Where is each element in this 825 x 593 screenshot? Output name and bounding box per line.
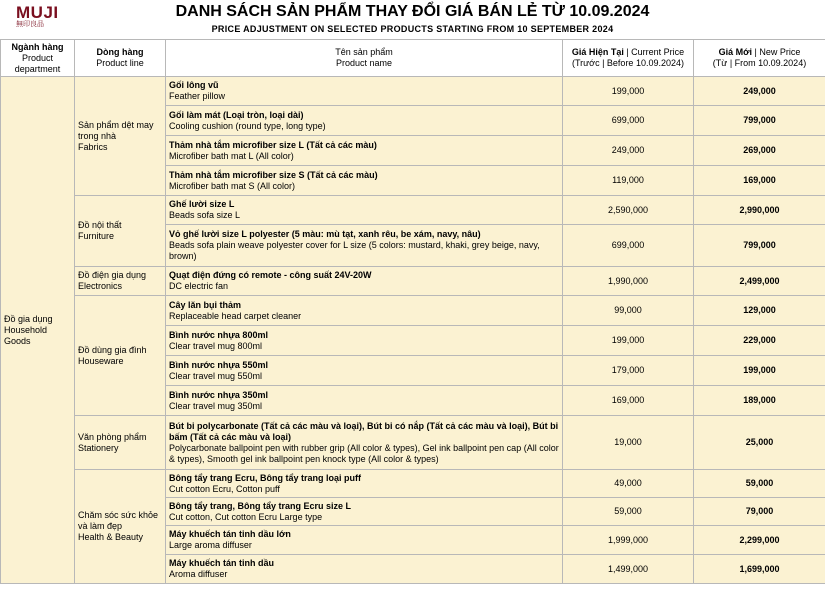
current-price: 1,999,000 — [563, 526, 694, 555]
new-price: 269,000 — [694, 136, 825, 166]
logo-text: MUJI — [16, 3, 59, 22]
current-price: 199,000 — [563, 77, 694, 106]
page-subtitle: PRICE ADJUSTMENT ON SELECTED PRODUCTS STARTING FROM 10 SEPTEMBER 2024 — [211, 24, 614, 34]
header-new-sub: (Từ | From 10.09.2024) — [712, 58, 807, 68]
new-price: 25,000 — [694, 416, 825, 470]
product-name-vn: Bình nước nhựa 800ml — [169, 329, 268, 340]
product-name-vn: Máy khuếch tán tinh dầu lớn — [169, 529, 291, 539]
header-current-sub: (Trước | Before 10.09.2024) — [572, 58, 684, 68]
header-line — [75, 40, 166, 77]
product-cell — [166, 267, 563, 296]
new-price: 799,000 — [694, 106, 825, 136]
current-price: 119,000 — [563, 166, 694, 196]
product-name-vn: Bình nước nhựa 350ml — [169, 389, 268, 400]
new-price: 2,299,000 — [694, 526, 825, 555]
product-name-vn: Bút bi polycarbonate (Tất cả các màu và loại), Bút bi có nắp (Tất cả các màu và loại), Bút bi bấm (Tất cả các màu và loại) — [169, 420, 559, 442]
new-price: 129,000 — [694, 296, 825, 326]
product-name-en: Polycarbonate ballpoint pen with rubber grip (All color & types), Gel ink ballpoint pen cap (All color & types), Smooth gel ink ballpoint pen knock type (All color & types) — [169, 442, 559, 464]
line-en: Fabrics — [78, 141, 108, 152]
product-name-vn: Bông tẩy trang, Bông tẩy trang Ecru size L — [169, 500, 352, 511]
line-vn: Đồ dùng gia đình — [78, 344, 147, 355]
product-name-vn: Thảm nhà tắm microfiber size S (Tất cả các màu) — [169, 169, 378, 180]
product-name-en: Replaceable head carpet cleaner — [169, 310, 302, 321]
table-row — [1, 267, 825, 296]
current-price: 169,000 — [563, 386, 694, 416]
product-cell — [166, 196, 563, 225]
department-vn: Đồ gia dụng — [4, 313, 53, 324]
product-name-vn: Gối làm mát (Loại tròn, loại dài) — [169, 109, 304, 120]
table-row — [1, 296, 825, 326]
product-name-en: Cooling cushion (round type, long type) — [169, 120, 326, 131]
current-price: 59,000 — [563, 498, 694, 526]
current-price: 19,000 — [563, 416, 694, 470]
line-cell — [75, 470, 166, 584]
current-price: 1,499,000 — [563, 555, 694, 584]
table-row — [1, 196, 825, 225]
product-cell — [166, 106, 563, 136]
product-name-en: DC electric fan — [169, 281, 229, 291]
logo-subtext: 無印良品 — [16, 21, 44, 28]
product-cell — [166, 498, 563, 526]
header-department-en: Product department — [14, 52, 61, 74]
product-name-en: Clear travel mug 800ml — [169, 340, 263, 351]
product-name-en: Cut cotton, Cut cotton Ecru Large type — [169, 511, 323, 522]
new-price: 79,000 — [694, 498, 825, 526]
table-row — [1, 77, 825, 106]
product-cell — [166, 326, 563, 356]
product-name-en: Aroma diffuser — [169, 569, 228, 579]
header-name-vn: Tên sản phẩm — [335, 47, 393, 57]
new-price: 799,000 — [694, 225, 825, 267]
header-current-vn: Giá Hiện Tại — [571, 47, 624, 57]
product-name-en: Cut cotton Ecru, Cotton puff — [169, 483, 280, 494]
current-price: 249,000 — [563, 136, 694, 166]
product-name-vn: Gối lông vũ — [169, 80, 219, 90]
product-name-vn: Máy khuếch tán tinh dầu — [169, 558, 275, 568]
product-name-en: Beads sofa size L — [169, 210, 241, 220]
product-name-en: Microfiber bath mat L (All color) — [169, 150, 294, 161]
product-cell — [166, 416, 563, 470]
product-name-vn: Quạt điện đứng có remote - công suất 24V-20W — [169, 270, 372, 280]
new-price: 1,699,000 — [694, 555, 825, 584]
header-name-en: Product name — [335, 58, 393, 68]
department-en: Household Goods — [4, 324, 48, 346]
header-line-vn: Dòng hàng — [96, 47, 144, 57]
product-name-vn: Vỏ ghế lười size L polyester (5 màu: mù tạt, xanh rêu, be xám, navy, nâu) — [169, 229, 481, 239]
new-price: 169,000 — [694, 166, 825, 196]
header-new-price — [694, 40, 825, 77]
current-price: 199,000 — [563, 326, 694, 356]
line-en: Electronics — [78, 281, 123, 291]
new-price: 2,499,000 — [694, 267, 825, 296]
product-name-en: Beads sofa plain weave polyester cover for L size (5 colors: mustard, khaki, grey beige, navy, brown) — [169, 240, 540, 261]
table-header-row — [1, 40, 825, 77]
header-department-vn: Ngành hàng — [11, 41, 64, 52]
current-price: 2,590,000 — [563, 196, 694, 225]
line-en: Furniture — [78, 231, 115, 241]
product-cell — [166, 77, 563, 106]
product-cell — [166, 166, 563, 196]
product-name-en: Clear travel mug 550ml — [169, 370, 263, 381]
line-cell — [75, 77, 166, 196]
header-new-vn: Giá Mới — [718, 47, 753, 57]
price-table — [0, 39, 825, 584]
product-cell — [166, 296, 563, 326]
current-price: 1,990,000 — [563, 267, 694, 296]
product-cell — [166, 526, 563, 555]
product-name-en: Clear travel mug 350ml — [169, 400, 263, 411]
product-cell — [166, 356, 563, 386]
line-cell — [75, 416, 166, 470]
line-vn: Văn phòng phẩm — [78, 431, 147, 442]
line-en: Stationery — [78, 442, 119, 453]
table-row — [1, 470, 825, 498]
product-name-vn: Thảm nhà tắm microfiber size L (Tất cả các màu) — [169, 139, 377, 150]
current-price: 179,000 — [563, 356, 694, 386]
page-title: DANH SÁCH SẢN PHẨM THAY ĐỔI GIÁ BÁN LẺ TỪ 10.09.2024 — [175, 3, 650, 20]
new-price: 199,000 — [694, 356, 825, 386]
new-price: 249,000 — [694, 77, 825, 106]
new-price: 229,000 — [694, 326, 825, 356]
product-name-vn: Ghế lười size L — [169, 199, 235, 209]
line-vn: Đồ nội thất — [78, 220, 122, 230]
product-cell — [166, 386, 563, 416]
new-price: 189,000 — [694, 386, 825, 416]
header-name — [166, 40, 563, 77]
current-price: 699,000 — [563, 106, 694, 136]
line-vn: Sản phẩm dệt may trong nhà — [78, 119, 154, 141]
line-cell — [75, 296, 166, 416]
product-cell — [166, 470, 563, 498]
product-name-en: Microfiber bath mat S (All color) — [169, 180, 296, 191]
product-cell — [166, 555, 563, 584]
new-price: 2,990,000 — [694, 196, 825, 225]
header-new-en: | New Price — [752, 47, 801, 57]
current-price: 49,000 — [563, 470, 694, 498]
current-price: 99,000 — [563, 296, 694, 326]
new-price: 59,000 — [694, 470, 825, 498]
line-cell — [75, 267, 166, 296]
header-department — [1, 40, 75, 77]
department-cell — [1, 77, 75, 584]
line-en: Health & Beauty — [78, 532, 144, 542]
header-current-price — [563, 40, 694, 77]
line-cell — [75, 196, 166, 267]
line-en: Houseware — [78, 355, 124, 366]
product-name-en: Feather pillow — [169, 91, 226, 101]
product-name-vn: Cây lăn bụi thảm — [169, 299, 242, 310]
line-vn: Đồ điện gia dụng — [78, 270, 147, 280]
header-line-en: Product line — [96, 58, 144, 68]
product-name-en: Large aroma diffuser — [169, 540, 252, 550]
current-price: 699,000 — [563, 225, 694, 267]
product-name-vn: Bình nước nhựa 550ml — [169, 359, 268, 370]
line-vn: Chăm sóc sức khỏe và làm đẹp — [78, 510, 159, 531]
product-name-vn: Bông tẩy trang Ecru, Bông tẩy trang loại puff — [169, 472, 362, 483]
table-row — [1, 416, 825, 470]
product-cell — [166, 225, 563, 267]
header-current-en: | Current Price — [623, 47, 685, 57]
product-cell — [166, 136, 563, 166]
